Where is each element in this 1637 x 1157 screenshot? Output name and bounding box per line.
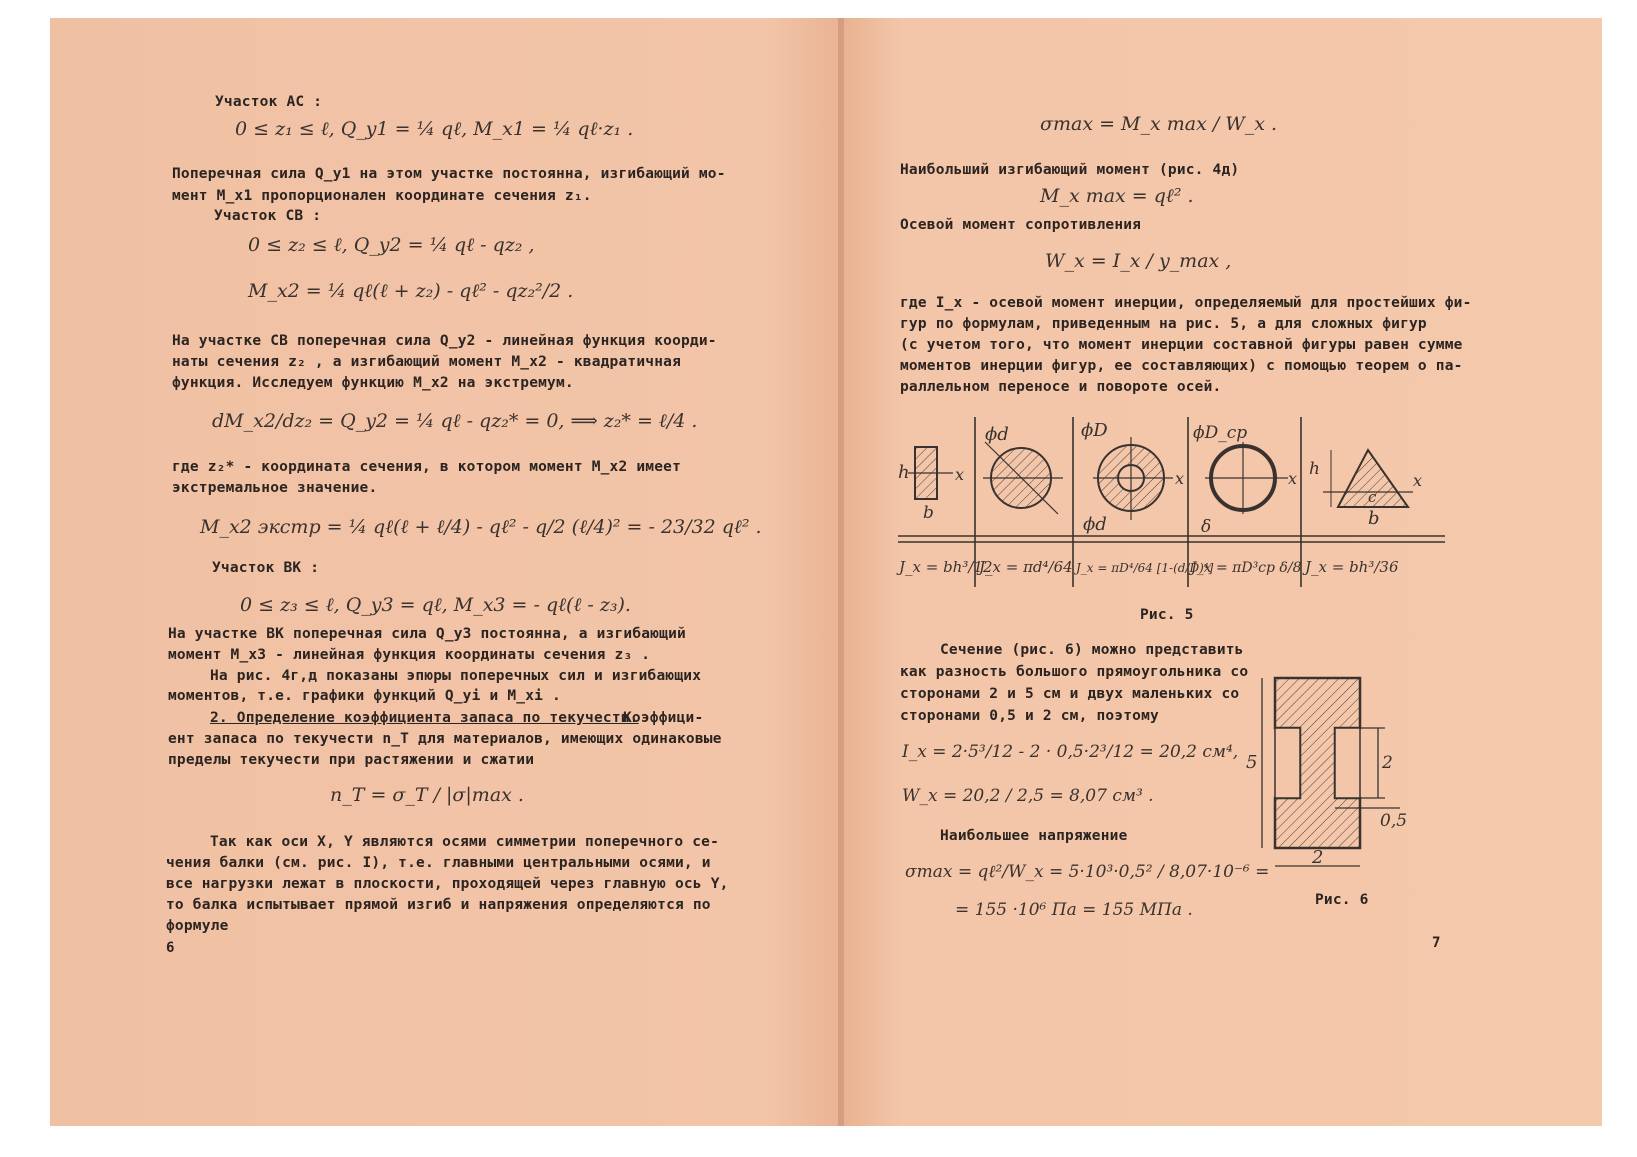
formula: σmax = qℓ²/W_x = 5·10³·0,5² / 8,07·10⁻⁶ =: [905, 862, 1270, 882]
formula: 0 ≤ z₁ ≤ ℓ, Q_y1 = ¼ qℓ, M_x1 = ¼ qℓ·z₁ .: [235, 118, 634, 140]
text-line: формуле: [166, 918, 229, 934]
text-line: все нагрузки лежат в плоскости, проходящей через главную ось Y,: [166, 876, 729, 892]
book-spine: [838, 18, 844, 1126]
formula: W_x = 20,2 / 2,5 = 8,07 см³ .: [902, 786, 1154, 806]
text-line: моментов, т.е. графики функций Q_yi и M_xi .: [168, 688, 561, 704]
fig5-label: ϕd: [985, 424, 1009, 445]
fig5-label: c: [1368, 488, 1377, 506]
fig5-formula: J_x = bh³/36: [1305, 558, 1399, 576]
figure-caption: Рис. 6: [1315, 892, 1369, 908]
text-line: Коэффици-: [623, 710, 704, 726]
svg-text:x: x: [1175, 469, 1185, 488]
page-number: 7: [1432, 935, 1441, 951]
fig6-dim: 5: [1246, 752, 1258, 773]
text-line: сторонами 2 и 5 см и двух маленьких со: [900, 686, 1240, 702]
text-line: ент запаса по текучести n_T для материалов, имеющих одинаковые: [168, 731, 722, 747]
triangle-shape: [1309, 450, 1422, 529]
text-line: то балка испытывает прямой изгиб и напряжения определяются по: [166, 897, 711, 913]
text-line: раллельном переносе и повороте осей.: [900, 379, 1222, 395]
text-line: Сечение (рис. 6) можно представить: [940, 642, 1244, 658]
text-line: как разность большого прямоугольника со: [900, 664, 1249, 680]
formula: W_x = I_x / y_max ,: [1045, 250, 1232, 272]
text-line: где I_x - осевой момент инерции, определяемый для простейших фи-: [900, 295, 1472, 311]
thin-ring-shape: [1193, 423, 1297, 537]
fig6-dim: 0,5: [1380, 811, 1408, 831]
fig5-label: b: [1368, 508, 1380, 529]
fig5-label: x: [955, 465, 965, 484]
figure-caption: Рис. 5: [1140, 607, 1194, 623]
text-line: На участке BK поперечная сила Q_y3 постоянна, а изгибающий: [168, 626, 686, 642]
text-line: Поперечная сила Q_y1 на этом участке постоянна, изгибающий мо-: [172, 166, 726, 182]
rectangle-shape: [898, 447, 964, 523]
formula: M_x2 экстр = ¼ qℓ(ℓ + ℓ/4) - qℓ² - q/2 (ℓ/4)² = - 23/32 qℓ² .: [200, 516, 762, 538]
fig6-dim: 2: [1312, 847, 1324, 868]
text-line: экстремальное значение.: [172, 480, 378, 496]
fig5-label: h: [1309, 459, 1320, 479]
text-line: Участок BK :: [212, 560, 320, 576]
formula: M_x max = qℓ² .: [1040, 185, 1194, 207]
svg-text:x: x: [1288, 469, 1298, 488]
fig5-label: b: [923, 503, 934, 523]
fig6-dim: 2: [1382, 753, 1393, 773]
text-line: где z₂* - координата сечения, в котором момент M_x2 имеет: [172, 459, 681, 475]
formula: n_T = σ_T / |σ|max .: [330, 784, 524, 806]
formula: 0 ≤ z₂ ≤ ℓ, Q_y2 = ¼ qℓ - qz₂ ,: [248, 234, 535, 256]
text-line: Наибольшее напряжение: [940, 828, 1128, 844]
text-line: Так как оси X, Y являются осями симметрии поперечного се-: [210, 834, 719, 850]
text-line: На рис. 4г,д показаны эпюры поперечных сил и изгибающих: [210, 668, 702, 684]
text-line: чения балки (см. рис. I), т.е. главными центральными осями, и: [166, 855, 711, 871]
text-line: гур по формулам, приведенным на рис. 5, а для сложных фигур: [900, 316, 1427, 332]
text-line: сторонами 0,5 и 2 см, поэтому: [900, 708, 1159, 724]
text-line: мент M_x1 пропорционален координате сечения z₁.: [172, 188, 592, 204]
text-line: Участок AC :: [215, 94, 323, 110]
formula: I_x = 2·5³/12 - 2 · 0,5·2³/12 = 20,2 см⁴,: [902, 742, 1239, 762]
text-line: Участок CB :: [214, 208, 322, 224]
section-heading: 2. Определение коэффициента запаса по текучести.: [210, 710, 639, 726]
figure-5: [893, 412, 1453, 592]
formula: σmax = M_x max / W_x .: [1040, 113, 1278, 135]
fig5-label: ϕD_cp: [1193, 423, 1248, 443]
fig5-formula: J_x = πD³cp δ/8: [1191, 560, 1302, 576]
text-line: На участке CB поперечная сила Q_y2 - линейная функция коорди-: [172, 333, 717, 349]
fig5-formula: J_x = πD⁴/64 [1-(d/D)⁴]: [1076, 561, 1214, 575]
figure-6: [1240, 668, 1430, 883]
text-line: Наибольший изгибающий момент (рис. 4д): [900, 162, 1240, 178]
formula: 0 ≤ z₃ ≤ ℓ, Q_y3 = qℓ, M_x3 = - qℓ(ℓ - z₃).: [240, 594, 631, 616]
text-line: моментов инерции фигур, ее составляющих) с помощью теорем о па-: [900, 358, 1463, 374]
text-line: наты сечения z₂ , а изгибающий момент M_x2 - квадратичная: [172, 354, 681, 370]
ring-shape: [1081, 420, 1184, 535]
fig5-label: ϕD: [1081, 420, 1108, 441]
formula: = 155 ·10⁶ Па = 155 МПа .: [955, 900, 1193, 920]
formula: dM_x2/dz₂ = Q_y2 = ¼ qℓ - qz₂* = 0, ⟹ z₂* = ℓ/4 .: [212, 410, 698, 432]
page-number: 6: [166, 940, 175, 956]
fig5-label: ϕd: [1083, 514, 1107, 535]
text-line: пределы текучести при растяжении и сжатии: [168, 752, 535, 768]
text-line: функция. Исследуем функцию M_x2 на экстремум.: [172, 375, 574, 391]
solid-circle-shape: [983, 424, 1063, 514]
fig5-label: δ: [1201, 517, 1212, 537]
text-line: Осевой момент сопротивления: [900, 217, 1142, 233]
text-line: (с учетом того, что момент инерции составной фигуры равен сумме: [900, 337, 1463, 353]
fig5-label: h: [898, 462, 910, 483]
fig5-formula: J_x = bh³/12: [899, 558, 993, 576]
fig5-formula: J_x = πd⁴/64: [979, 558, 1073, 576]
text-line: момент M_x3 - линейная функция координаты сечения z₃ .: [168, 647, 651, 663]
svg-text:x: x: [1413, 471, 1423, 490]
formula: M_x2 = ¼ qℓ(ℓ + z₂) - qℓ² - qz₂²/2 .: [248, 280, 574, 302]
